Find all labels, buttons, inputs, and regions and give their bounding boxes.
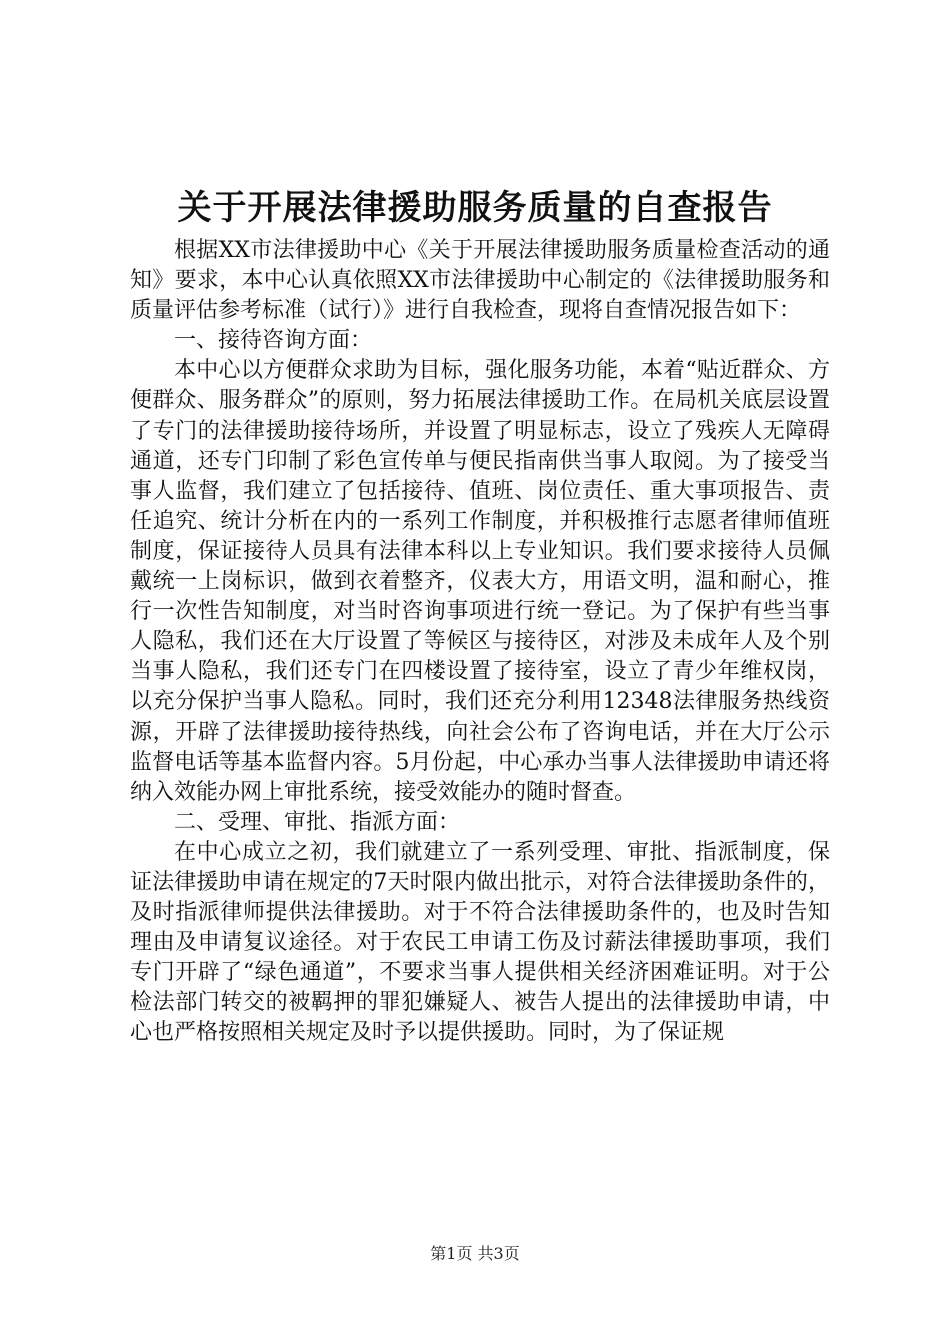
- section-heading-reception: 一、接待咨询方面：: [174, 328, 373, 354]
- document-title: 关于开展法律援助服务质量的自查报告: [177, 188, 773, 228]
- page-number-footer: 第1页 共3页: [430, 1244, 520, 1263]
- section-heading-acceptance: 二、受理、审批、指派方面：: [174, 809, 461, 835]
- paragraph-reception: 本中心以方便群众求助为目标，强化服务功能，本着“贴近群众、方便群众、服务群众”的原则，努力拓展法律援助工作。在局机关底层设置了专门的法律援助接待场所，并设置了明显标志，设立了残疾人无障碍通道，还专门印制了彩色宣传单与便民指南供当事人取阅。为了接受当事人监督，我们建立了包括接待、值班、岗位责任、重大事项报告、责任追究、统计分析在内的一系列工作制度，并积极推行志愿者律师值班制度，保证接待人员具有法律本科以上专业知识。我们要求接待人员佩戴统一上岗标识，做到衣着整齐，仪表大方，用语文明，温和耐心，推行一次性告知制度，对当时咨询事项进行统一登记。为了保护有些当事人隐私，我们还在大厅设置了等候区与接待区，对涉及未成年人及个别当事人隐私，我们还专门在四楼设置了接待室，设立了青少年维权岗，以充分保护当事人隐私。同时，我们还充分利用12348法律服务热线资源，开辟了法律援助接待热线，向社会公布了咨询电话，并在大厅公示监督电话等基本监督内容。5月份起，中心承办当事人法律援助申请还将纳入效能办网上审批系统，接受效能办的随时督查。: [130, 358, 830, 805]
- paragraph-intro: 根据XX市法律援助中心《关于开展法律援助服务质量检查活动的通知》要求，本中心认真依照XX市法律援助中心制定的《法律援助服务和质量评估参考标准（试行）》进行自我检查，现将自查情况报告如下：: [130, 238, 830, 324]
- document-body: [130, 236, 830, 1049]
- paragraph-acceptance: 在中心成立之初，我们就建立了一系列受理、审批、指派制度，保证法律援助申请在规定的7天时限内做出批示，对符合法律援助条件的，及时指派律师提供法律援助。对于不符合法律援助条件的，也及时告知理由及申请复议途径。对于农民工申请工伤及讨薪法律援助事项，我们专门开辟了“绿色通道”，不要求当事人提供相关经济困难证明。对于公检法部门转交的被羁押的罪犯嫌疑人、被告人提出的法律援助申请，中心也严格按照相关规定及时予以提供援助。同时，为了保证规: [130, 839, 830, 1046]
